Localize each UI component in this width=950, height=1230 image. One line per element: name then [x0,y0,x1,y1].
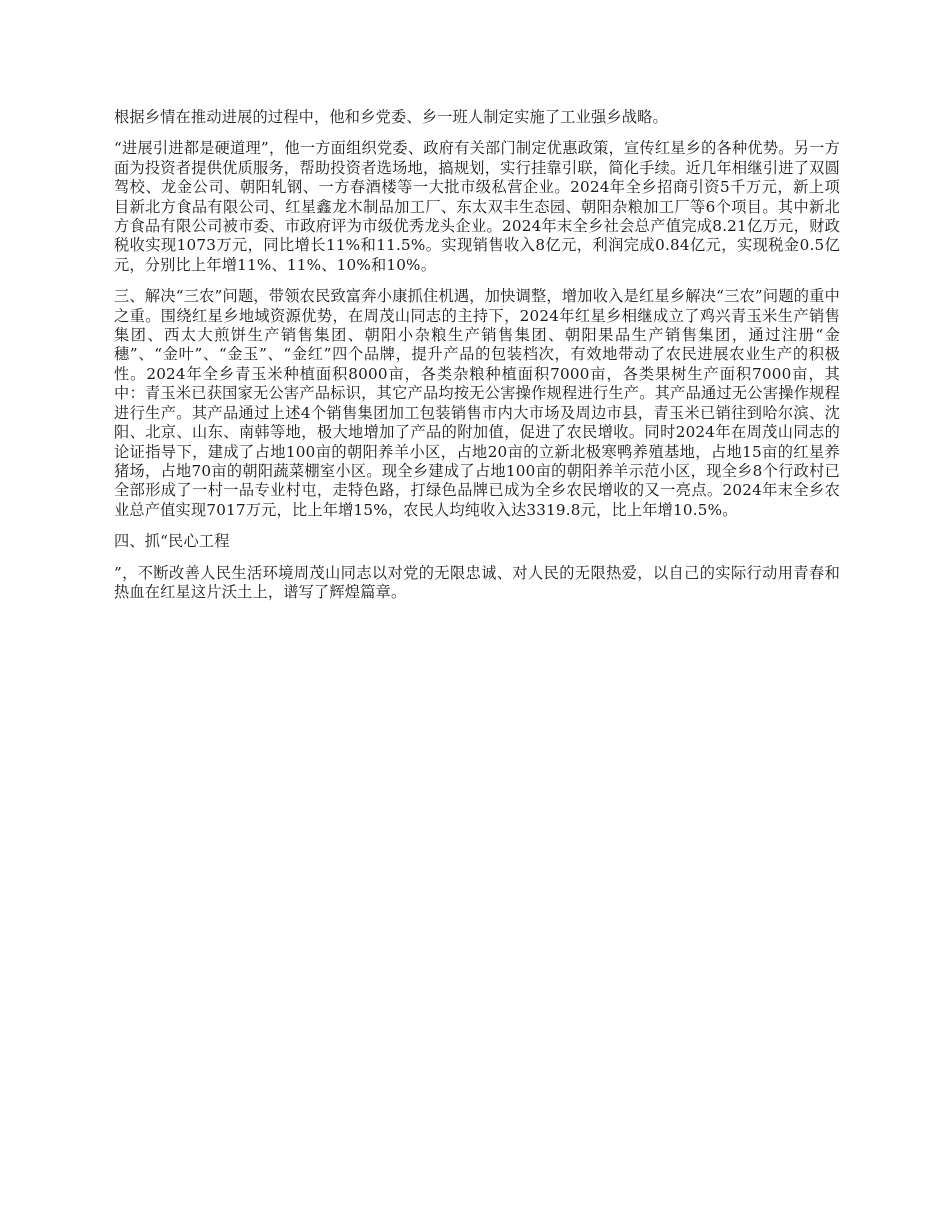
paragraph-industry-strategy: 根据乡情在推动进展的过程中，他和乡党委、乡一班人制定实施了工业强乡战略。 [114,108,668,126]
paragraph-closing: ”，不断改善人民生活环境周茂山同志以对党的无限忠诚、对人民的无限热爱，以自己的实际行动用青春和热血在红星这片沃土上，谱写了辉煌篇章。 [114,563,840,601]
paragraph-three-rural: 三、解决“三农”问题，带领农民致富奔小康抓住机遇，加快调整，增加收入是红星乡解决“三农”问题的重中之重。围绕红星乡地域资源优势，在周茂山同志的主持下，2024年红星乡相继成立了鸡兴青玉米生产销售集团、西太大煎饼生产销售集团、朝阳小杂粮生产销售集团、朝阳果品生产销售集团，通过注册“金穗”、“金叶”、“金玉”、“金红”四个品牌，提升产品的包装档次，有效地带动了农民进展农业生产的积极性。2024年全乡青玉米种植面积8000亩，各类杂粮种植面积7000亩，各类果树生产面积7000亩，其中：青玉米已获国家无公害产品标识，其它产品均按无公害操作规程进行生产。其产品通过无公害操作规程进行生产。其产品通过上述4个销售集团加工包装销售市内大市场及周边市县，青玉米已销往到哈尔滨、沈阳、北京、山东、南韩等地，极大地增加了产品的附加值，促进了农民增收。同时2024年在周茂山同志的论证指导下，建成了占地100亩的朝阳养羊小区，占地20亩的立新北极寒鸭养殖基地，占地15亩的红星养猪场，占地70亩的朝阳蔬菜棚室小区。现全乡建成了占地100亩的朝阳养羊示范小区，现全乡8个行政村已全部形成了一村一品专业村屯，走特色路，打绿色品牌已成为全乡农民增收的又一亮点。2024年末全乡农业总产值实现7017万元，比上年增15%，农民人均纯收入达3319.8元，比上年增10.5%。 [114,287,840,519]
document-body [114,108,840,614]
paragraph-investment: “进展引进都是硬道理”，他一方面组织党委、政府有关部门制定优惠政策，宣传红星乡的各种优势。另一方面为投资者提供优质服务，帮助投资者选场地，搞规划，实行挂靠引联，简化手续。近几年相继引进了双圆驾校、龙金公司、朝阳轧钢、一方春酒楼等一大批市级私营企业。2024年全乡招商引资5千万元，新上项目新北方食品有限公司、红星鑫龙木制品加工厂、东太双丰生态园、朝阳杂粮加工厂等6个项目。其中新北方食品有限公司被市委、市政府评为市级优秀龙头企业。2024年末全乡社会总产值完成8.21亿万元，财政税收实现1073万元，同比增长11%和11.5%。实现销售收入8亿元，利润完成0.84亿元，实现税金0.5亿元，分别比上年增11%、11%、10%和10%。 [114,139,840,274]
paragraph-section-four-heading: 四、抓“民心工程 [114,532,230,551]
